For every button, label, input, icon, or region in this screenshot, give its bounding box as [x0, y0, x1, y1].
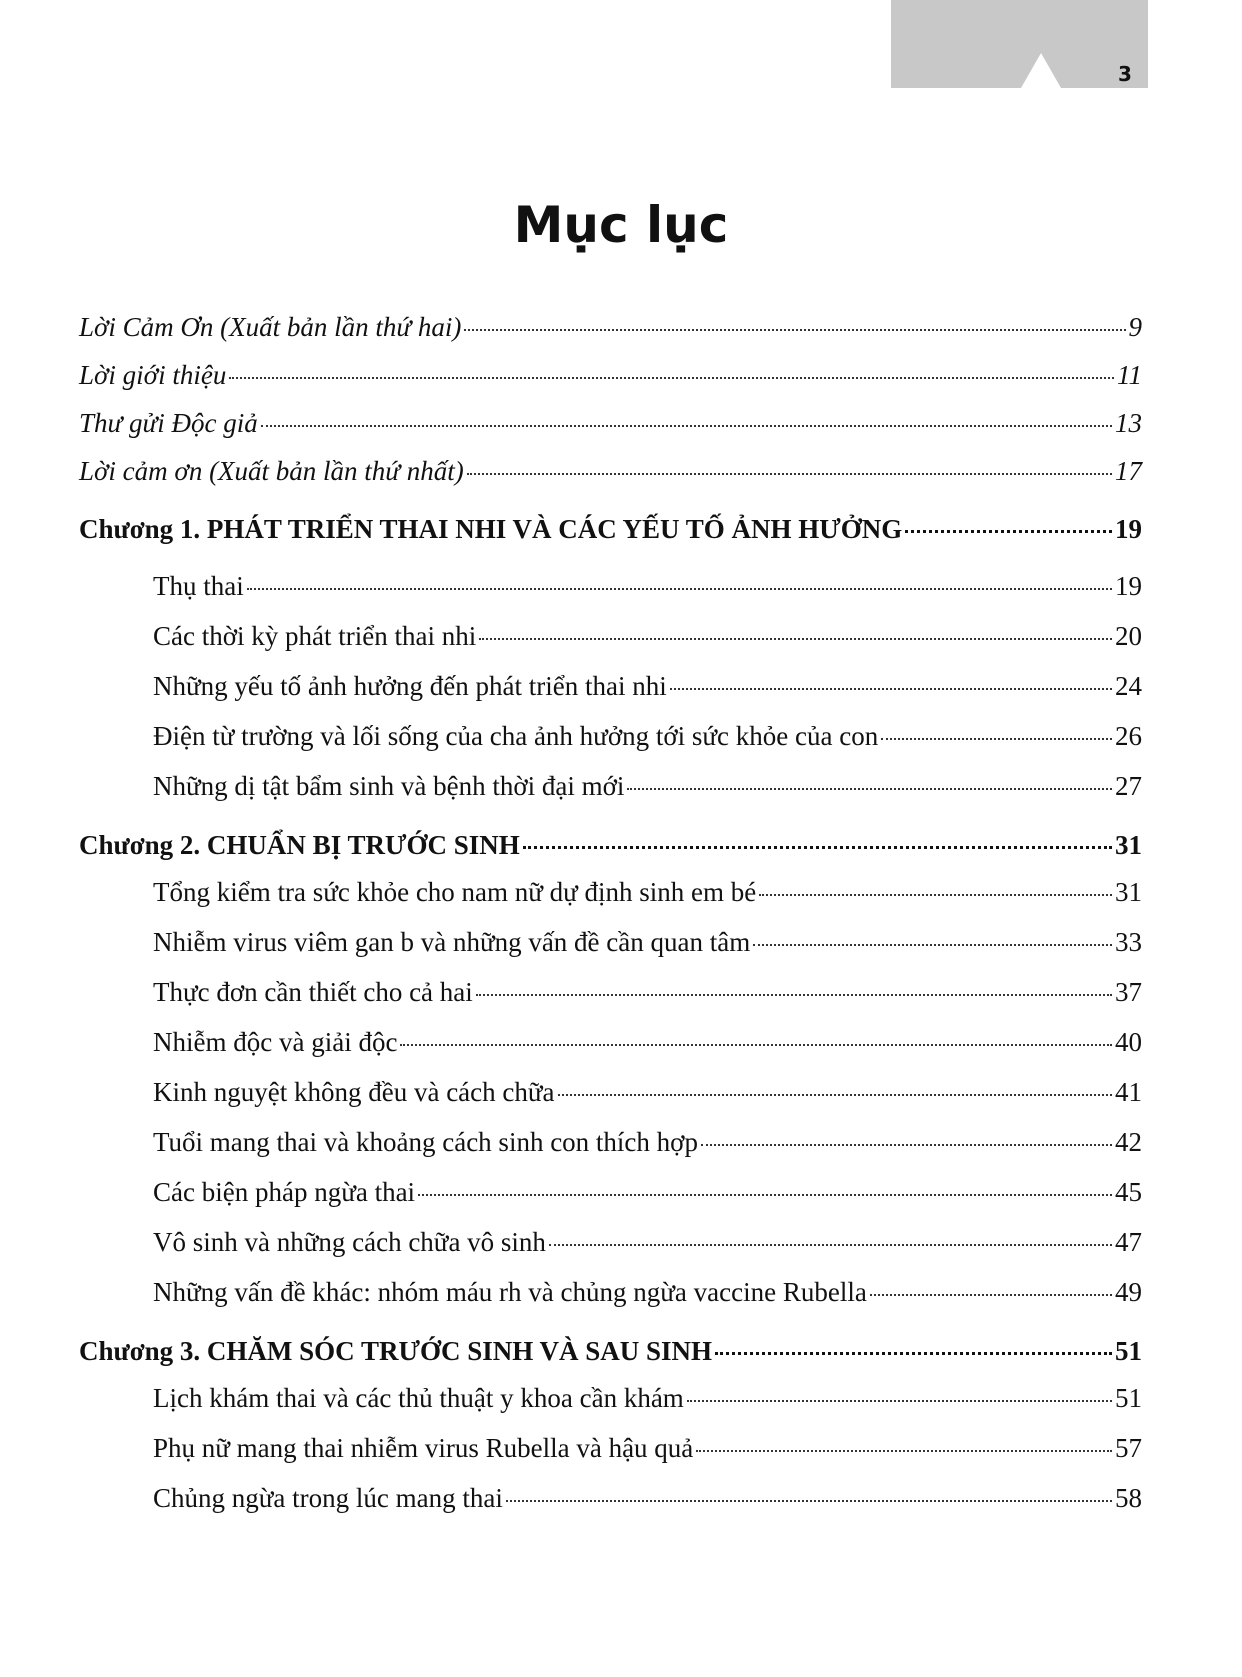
dot-leader — [418, 1194, 1112, 1196]
toc-entry-front[interactable] — [79, 456, 1142, 496]
toc-section[interactable] — [153, 1277, 1142, 1317]
dot-leader — [467, 473, 1112, 475]
dot-leader — [881, 738, 1112, 740]
dot-leader — [696, 1450, 1112, 1452]
toc-section-label: Thực đơn cần thiết cho cả hai — [153, 977, 473, 1007]
dot-leader — [464, 329, 1125, 331]
toc-section-label: Chủng ngừa trong lúc mang thai — [153, 1483, 503, 1513]
toc-chapter[interactable] — [79, 514, 1142, 554]
toc-section[interactable] — [153, 1433, 1142, 1473]
dot-leader — [229, 377, 1114, 379]
toc-entry-page: 9 — [1128, 312, 1142, 342]
dot-leader — [701, 1144, 1112, 1146]
toc-section-page: 24 — [1115, 671, 1142, 701]
toc-section-page: 47 — [1115, 1227, 1142, 1257]
toc-entry-front[interactable] — [79, 408, 1142, 448]
toc-section-label: Phụ nữ mang thai nhiễm virus Rubella và hậu quả — [153, 1433, 694, 1463]
toc-chapter-label: Chương 3. CHĂM SÓC TRƯỚC SINH VÀ SAU SINH — [79, 1336, 713, 1366]
toc-chapter-page: 19 — [1115, 514, 1142, 544]
toc-section-page: 37 — [1115, 977, 1142, 1007]
toc-section-page: 49 — [1115, 1277, 1142, 1307]
toc-section[interactable] — [153, 771, 1142, 811]
toc-section[interactable] — [153, 977, 1142, 1017]
toc-section-page: 57 — [1115, 1433, 1142, 1463]
dot-leader — [627, 788, 1112, 790]
toc-section-page: 45 — [1115, 1177, 1142, 1207]
toc-section-label: Những dị tật bẩm sinh và bệnh thời đại mới — [153, 771, 625, 801]
toc-section[interactable] — [153, 671, 1142, 711]
toc-chapter-page: 51 — [1115, 1336, 1142, 1366]
toc-section-label: Nhiễm virus viêm gan b và những vấn đề cần quan tâm — [153, 927, 751, 957]
toc-entry-page: 11 — [1117, 360, 1142, 390]
toc-entry-front[interactable] — [79, 360, 1142, 400]
toc-section-label: Những yếu tố ảnh hưởng đến phát triển thai nhi — [153, 671, 667, 701]
toc-section-page: 42 — [1115, 1127, 1142, 1157]
toc-section-label: Kinh nguyệt không đều và cách chữa — [153, 1077, 555, 1107]
dot-leader — [905, 530, 1112, 533]
toc-section-page: 27 — [1115, 771, 1142, 801]
toc-section-page: 58 — [1115, 1483, 1142, 1513]
toc-section-label: Tuổi mang thai và khoảng cách sinh con thích hợp — [153, 1127, 698, 1157]
toc-section-label: Lịch khám thai và các thủ thuật y khoa cần khám — [153, 1383, 684, 1413]
toc-entry-page: 17 — [1115, 456, 1142, 486]
toc-section-label: Nhiễm độc và giải độc — [153, 1027, 398, 1057]
dot-leader — [549, 1244, 1112, 1246]
toc-section-label: Các biện pháp ngừa thai — [153, 1177, 416, 1207]
dot-leader — [753, 944, 1112, 946]
toc-entry-label: Lời Cảm Ơn (Xuất bản lần thứ hai) — [79, 312, 462, 342]
page-number: 3 — [1118, 62, 1132, 86]
toc-section-page: 20 — [1115, 621, 1142, 651]
toc-section-label: Điện từ trường và lối sống của cha ảnh hưởng tới sức khỏe của con — [153, 721, 879, 751]
toc-chapter-label: Chương 2. CHUẨN BỊ TRƯỚC SINH — [79, 830, 520, 860]
toc-section[interactable] — [153, 1383, 1142, 1423]
toc-entry-label: Lời giới thiệu — [79, 360, 227, 390]
dot-leader — [400, 1044, 1112, 1046]
toc-section-page: 51 — [1115, 1383, 1142, 1413]
toc-section[interactable] — [153, 927, 1142, 967]
dot-leader — [870, 1294, 1112, 1296]
toc-section-page: 40 — [1115, 1027, 1142, 1057]
dot-leader — [759, 894, 1112, 896]
toc-section[interactable] — [153, 1127, 1142, 1167]
dot-leader — [247, 588, 1112, 590]
toc-section-page: 26 — [1115, 721, 1142, 751]
toc-section-page: 33 — [1115, 927, 1142, 957]
toc-section[interactable] — [153, 571, 1142, 611]
dot-leader — [479, 638, 1112, 640]
toc-section[interactable] — [153, 721, 1142, 761]
toc-section-page: 41 — [1115, 1077, 1142, 1107]
dot-leader — [715, 1352, 1112, 1355]
dot-leader — [476, 994, 1112, 996]
toc-section[interactable] — [153, 1077, 1142, 1117]
toc-chapter[interactable] — [79, 830, 1142, 870]
toc-section-label: Những vấn đề khác: nhóm máu rh và chủng ngừa vaccine Rubella — [153, 1277, 867, 1307]
toc-section[interactable] — [153, 1483, 1142, 1523]
toc-section[interactable] — [153, 621, 1142, 661]
dot-leader — [261, 425, 1112, 427]
toc-chapter[interactable] — [79, 1336, 1142, 1376]
toc-entry-page: 13 — [1115, 408, 1142, 438]
toc-section-label: Vô sinh và những cách chữa vô sinh — [153, 1227, 546, 1257]
toc-section[interactable] — [153, 877, 1142, 917]
toc-section[interactable] — [153, 1177, 1142, 1217]
toc-entry-label: Thư gửi Độc giả — [79, 408, 258, 438]
dot-leader — [558, 1094, 1112, 1096]
dot-leader — [670, 688, 1112, 690]
toc-section[interactable] — [153, 1027, 1142, 1067]
page-title: Mục lục — [513, 196, 729, 254]
dot-leader — [506, 1500, 1112, 1502]
dot-leader — [523, 846, 1112, 849]
toc-section-label: Các thời kỳ phát triển thai nhi — [153, 621, 477, 651]
toc-section-label: Tổng kiểm tra sức khỏe cho nam nữ dự định sinh em bé — [153, 877, 757, 907]
toc-section-page: 19 — [1115, 571, 1142, 601]
toc-section-page: 31 — [1115, 877, 1142, 907]
toc-section[interactable] — [153, 1227, 1142, 1267]
dot-leader — [687, 1400, 1112, 1402]
toc-chapter-label: Chương 1. PHÁT TRIỂN THAI NHI VÀ CÁC YẾU TỐ ẢNH HƯỞNG — [79, 514, 903, 544]
toc-chapter-page: 31 — [1115, 830, 1142, 860]
toc-entry-label: Lời cảm ơn (Xuất bản lần thứ nhất) — [79, 456, 464, 486]
toc-section-label: Thụ thai — [153, 571, 244, 601]
toc-entry-front[interactable] — [79, 312, 1142, 352]
